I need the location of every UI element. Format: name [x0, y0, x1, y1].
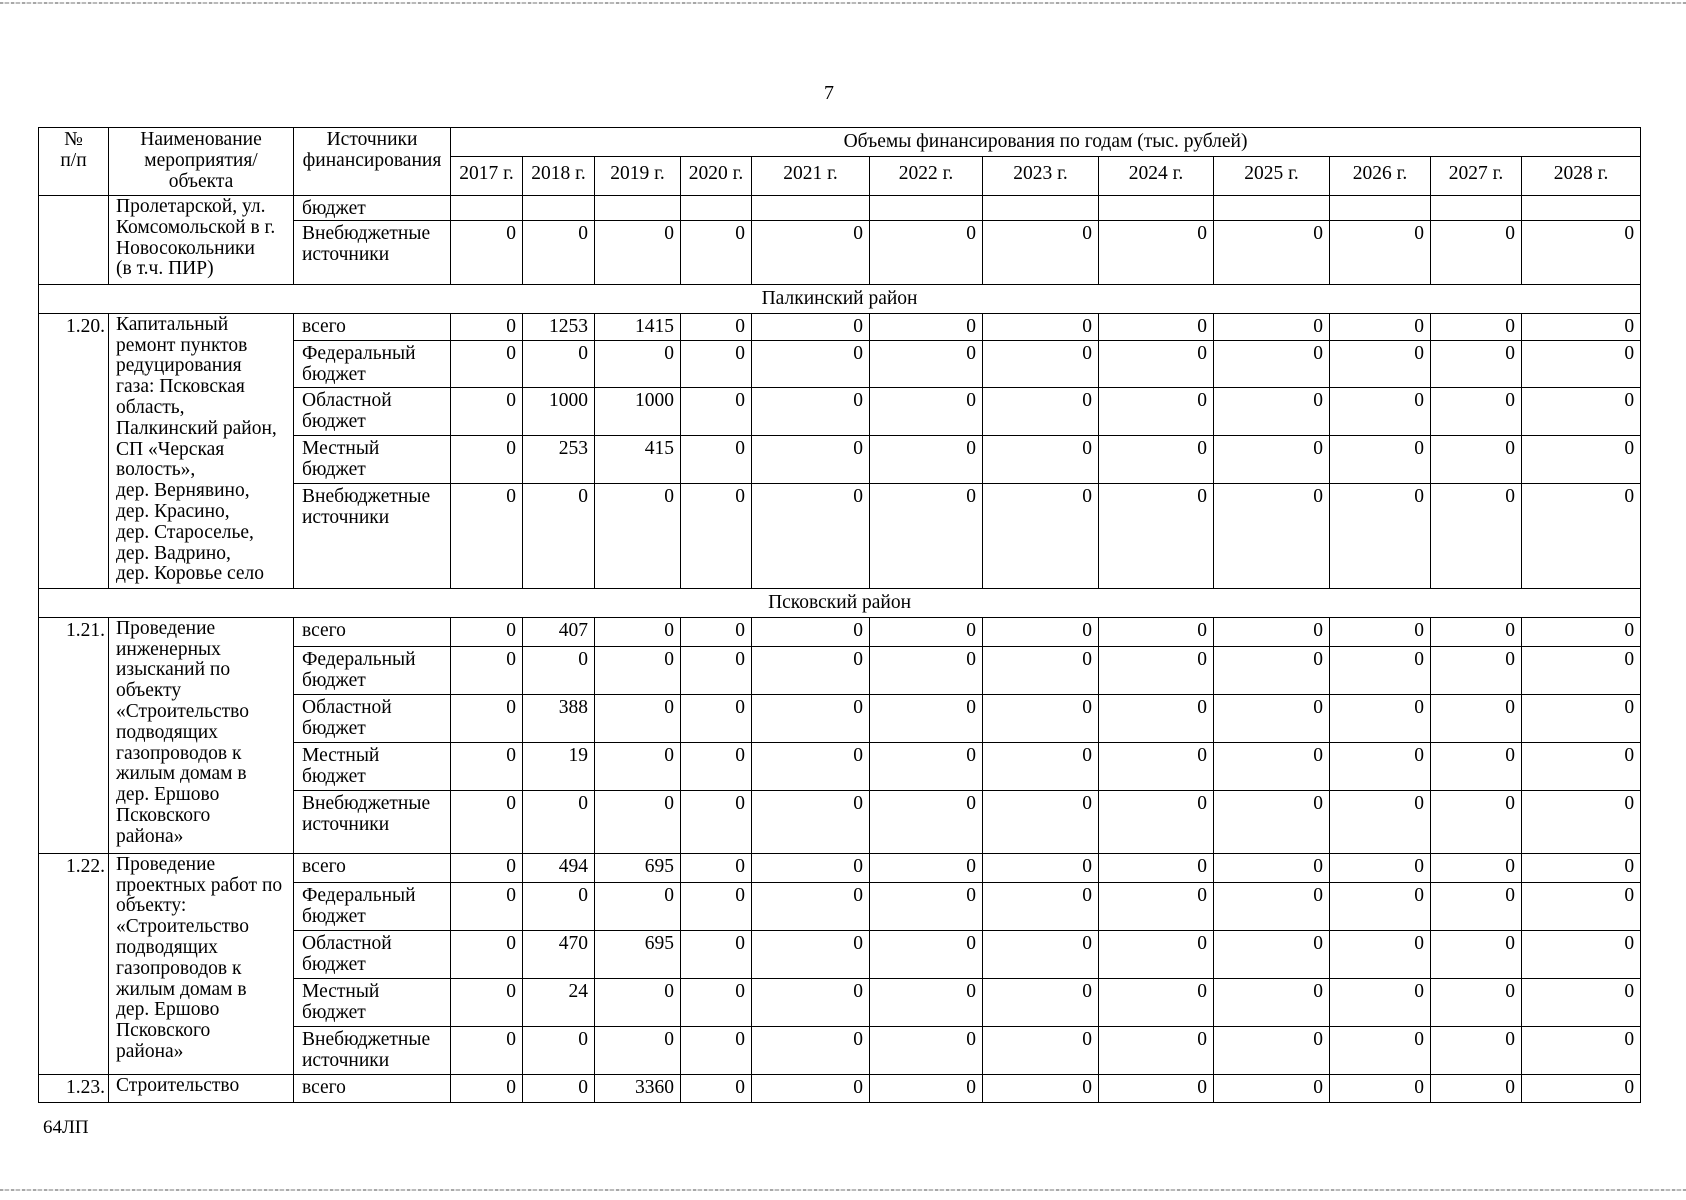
amount-cell: 0: [983, 313, 1099, 340]
amount-cell: 0: [1522, 220, 1641, 284]
amount-cell: 0: [983, 1074, 1099, 1102]
amount-cell: 0: [870, 617, 983, 646]
amount-cell: 0: [595, 790, 681, 853]
amount-cell: 0: [523, 1074, 595, 1102]
amount-cell: 0: [752, 1074, 870, 1102]
amount-cell: 0: [595, 742, 681, 790]
amount-cell: 0: [1330, 313, 1431, 340]
header-volumes: Объемы финансирования по годам (тыс. рублей): [451, 128, 1641, 157]
amount-cell: 0: [1431, 340, 1522, 387]
section-title: Палкинский район: [39, 284, 1641, 313]
amount-cell: 0: [1214, 978, 1330, 1026]
amount-cell: 0: [983, 340, 1099, 387]
amount-cell: 0: [595, 220, 681, 284]
amount-cell: 0: [983, 220, 1099, 284]
amount-cell: 0: [1099, 853, 1214, 882]
amount-cell: 0: [681, 220, 752, 284]
amount-cell: 0: [681, 694, 752, 742]
amount-cell: 0: [1214, 1026, 1330, 1074]
amount-cell: 0: [1431, 617, 1522, 646]
amount-cell: 0: [595, 694, 681, 742]
amount-cell: 0: [1431, 882, 1522, 930]
amount-cell: 0: [1330, 220, 1431, 284]
funding-source: бюджет: [294, 196, 451, 221]
funding-source: Областной бюджет: [294, 387, 451, 435]
amount-cell: 0: [451, 882, 523, 930]
amount-cell: 0: [752, 340, 870, 387]
amount-cell: 0: [1099, 882, 1214, 930]
amount-cell: 0: [870, 220, 983, 284]
amount-cell: 0: [1431, 483, 1522, 588]
amount-cell: 0: [595, 483, 681, 588]
amount-cell: 0: [681, 1074, 752, 1102]
amount-cell: 407: [523, 617, 595, 646]
amount-cell: 0: [1431, 1026, 1522, 1074]
amount-cell: 415: [595, 435, 681, 483]
amount-cell: 0: [681, 387, 752, 435]
header-year: 2018 г.: [523, 157, 595, 196]
amount-cell: 695: [595, 930, 681, 978]
amount-cell: 0: [1330, 387, 1431, 435]
amount-cell: 0: [1214, 646, 1330, 694]
amount-cell: 0: [1522, 694, 1641, 742]
amount-cell: 0: [1330, 853, 1431, 882]
amount-cell: 0: [983, 483, 1099, 588]
header-year: 2019 г.: [595, 157, 681, 196]
footer-code: 64ЛП: [43, 1117, 89, 1138]
amount-cell: 0: [1522, 742, 1641, 790]
funding-source: Местный бюджет: [294, 978, 451, 1026]
amount-cell: 0: [752, 313, 870, 340]
amount-cell: 0: [1522, 1074, 1641, 1102]
funding-source: Федеральный бюджет: [294, 882, 451, 930]
amount-cell: 0: [595, 646, 681, 694]
amount-cell: 0: [681, 742, 752, 790]
amount-cell: 0: [1214, 387, 1330, 435]
funding-source: всего: [294, 853, 451, 882]
amount-cell: [1099, 196, 1214, 221]
amount-cell: 0: [1214, 853, 1330, 882]
funding-source: Внебюджетные источники: [294, 1026, 451, 1074]
amount-cell: 0: [870, 483, 983, 588]
amount-cell: 0: [870, 790, 983, 853]
amount-cell: [681, 196, 752, 221]
amount-cell: 0: [1099, 742, 1214, 790]
amount-cell: 0: [1099, 483, 1214, 588]
table-body: [39, 196, 1641, 1103]
amount-cell: 0: [1214, 435, 1330, 483]
amount-cell: 0: [983, 882, 1099, 930]
amount-cell: 0: [681, 1026, 752, 1074]
amount-cell: 0: [1214, 1074, 1330, 1102]
amount-cell: 0: [1214, 340, 1330, 387]
amount-cell: 0: [983, 742, 1099, 790]
amount-cell: 0: [752, 742, 870, 790]
item-name: Проведение инженерных изысканий по объекту «Строительство подводящих газопроводов к жилым домам в дер. Ершово Псковского района»: [109, 617, 294, 853]
amount-cell: 0: [1330, 882, 1431, 930]
amount-cell: 0: [1330, 340, 1431, 387]
amount-cell: 0: [1214, 930, 1330, 978]
amount-cell: 1000: [523, 387, 595, 435]
amount-cell: 0: [681, 435, 752, 483]
amount-cell: 0: [1431, 790, 1522, 853]
amount-cell: 0: [523, 220, 595, 284]
amount-cell: 0: [1522, 853, 1641, 882]
item-name: Капитальный ремонт пунктов редуцирования газа: Псковская область, Палкинский район, СП «Черская волость», дер. Вернявино, дер. Красино, дер. Староселье, дер. Вадрино, дер. Коровье село: [109, 313, 294, 588]
item-number: 1.22.: [39, 853, 109, 1074]
item-name: Строительство: [109, 1074, 294, 1102]
financing-table: [38, 127, 1641, 1103]
amount-cell: 0: [752, 646, 870, 694]
amount-cell: 0: [451, 483, 523, 588]
amount-cell: 0: [1431, 220, 1522, 284]
amount-cell: 0: [1099, 617, 1214, 646]
amount-cell: 0: [1099, 978, 1214, 1026]
amount-cell: 0: [523, 340, 595, 387]
funding-source: Внебюджетные источники: [294, 790, 451, 853]
amount-cell: 0: [1431, 930, 1522, 978]
amount-cell: 3360: [595, 1074, 681, 1102]
amount-cell: 0: [752, 483, 870, 588]
amount-cell: 0: [1522, 617, 1641, 646]
amount-cell: 0: [983, 853, 1099, 882]
amount-cell: 0: [1522, 1026, 1641, 1074]
amount-cell: 0: [451, 853, 523, 882]
amount-cell: 0: [1099, 1026, 1214, 1074]
amount-cell: [1330, 196, 1431, 221]
amount-cell: 0: [983, 617, 1099, 646]
amount-cell: 0: [752, 435, 870, 483]
table-row: [39, 617, 1641, 646]
amount-cell: 0: [681, 646, 752, 694]
header-row: [39, 128, 1641, 157]
amount-cell: 0: [983, 790, 1099, 853]
amount-cell: 0: [595, 340, 681, 387]
amount-cell: 0: [451, 387, 523, 435]
amount-cell: 0: [870, 646, 983, 694]
amount-cell: 0: [595, 617, 681, 646]
amount-cell: 0: [1214, 694, 1330, 742]
table-row: [39, 196, 1641, 221]
amount-cell: 0: [983, 930, 1099, 978]
amount-cell: 0: [752, 617, 870, 646]
table-row: [39, 313, 1641, 340]
amount-cell: 0: [1214, 483, 1330, 588]
amount-cell: 0: [1431, 387, 1522, 435]
amount-cell: 0: [1522, 313, 1641, 340]
amount-cell: 0: [1431, 313, 1522, 340]
amount-cell: 0: [451, 790, 523, 853]
amount-cell: 0: [451, 1026, 523, 1074]
amount-cell: [752, 196, 870, 221]
amount-cell: 0: [983, 646, 1099, 694]
amount-cell: 0: [681, 882, 752, 930]
amount-cell: 0: [595, 978, 681, 1026]
amount-cell: 0: [1330, 646, 1431, 694]
amount-cell: 0: [681, 313, 752, 340]
amount-cell: 0: [870, 340, 983, 387]
amount-cell: 0: [1330, 1026, 1431, 1074]
amount-cell: [983, 196, 1099, 221]
header-source: Источники финансирования: [294, 128, 451, 196]
header-name: Наименование мероприятия/ объекта: [109, 128, 294, 196]
page-number: 7: [824, 82, 834, 104]
amount-cell: [1214, 196, 1330, 221]
amount-cell: [870, 196, 983, 221]
amount-cell: 0: [523, 882, 595, 930]
amount-cell: 0: [1330, 790, 1431, 853]
scan-edge-bottom: [0, 1189, 1686, 1191]
section-row: [39, 588, 1641, 617]
amount-cell: 0: [681, 978, 752, 1026]
amount-cell: 0: [451, 978, 523, 1026]
amount-cell: 19: [523, 742, 595, 790]
amount-cell: 0: [1431, 435, 1522, 483]
table-row: [39, 853, 1641, 882]
amount-cell: 0: [752, 220, 870, 284]
item-name: Пролетарской, ул. Комсомольской в г. Новосокольники (в т.ч. ПИР): [109, 196, 294, 285]
amount-cell: 0: [1330, 930, 1431, 978]
funding-source: Областной бюджет: [294, 930, 451, 978]
amount-cell: 0: [870, 853, 983, 882]
amount-cell: 0: [1099, 220, 1214, 284]
section-row: [39, 284, 1641, 313]
amount-cell: 0: [1214, 617, 1330, 646]
amount-cell: 0: [451, 435, 523, 483]
amount-cell: 0: [1330, 1074, 1431, 1102]
amount-cell: 0: [681, 483, 752, 588]
amount-cell: 0: [752, 882, 870, 930]
header-year: 2024 г.: [1099, 157, 1214, 196]
funding-source: Местный бюджет: [294, 435, 451, 483]
header-number: № п/п: [39, 128, 109, 196]
table-row: [39, 1074, 1641, 1102]
amount-cell: 0: [752, 387, 870, 435]
amount-cell: 0: [1330, 742, 1431, 790]
amount-cell: 0: [1099, 387, 1214, 435]
amount-cell: 0: [1214, 220, 1330, 284]
funding-source: Местный бюджет: [294, 742, 451, 790]
header-year: 2017 г.: [451, 157, 523, 196]
amount-cell: 0: [1330, 694, 1431, 742]
amount-cell: [523, 196, 595, 221]
amount-cell: 0: [523, 646, 595, 694]
amount-cell: 0: [1099, 930, 1214, 978]
amount-cell: 0: [1522, 882, 1641, 930]
amount-cell: 0: [451, 930, 523, 978]
amount-cell: 0: [451, 742, 523, 790]
amount-cell: 0: [1330, 483, 1431, 588]
amount-cell: 0: [451, 1074, 523, 1102]
amount-cell: [451, 196, 523, 221]
item-number: 1.21.: [39, 617, 109, 853]
amount-cell: 0: [1214, 790, 1330, 853]
amount-cell: 0: [1522, 435, 1641, 483]
funding-source: Федеральный бюджет: [294, 340, 451, 387]
amount-cell: 0: [752, 790, 870, 853]
amount-cell: 0: [870, 387, 983, 435]
amount-cell: [595, 196, 681, 221]
amount-cell: 24: [523, 978, 595, 1026]
amount-cell: 0: [1214, 313, 1330, 340]
amount-cell: 388: [523, 694, 595, 742]
amount-cell: [1431, 196, 1522, 221]
amount-cell: 0: [1431, 1074, 1522, 1102]
amount-cell: 0: [1522, 387, 1641, 435]
header-year: 2023 г.: [983, 157, 1099, 196]
amount-cell: 1000: [595, 387, 681, 435]
amount-cell: 0: [983, 978, 1099, 1026]
header-year: 2027 г.: [1431, 157, 1522, 196]
amount-cell: 0: [983, 387, 1099, 435]
amount-cell: 0: [1522, 930, 1641, 978]
amount-cell: 0: [451, 340, 523, 387]
funding-source: Внебюджетные источники: [294, 483, 451, 588]
amount-cell: 0: [1431, 742, 1522, 790]
header-year: 2021 г.: [752, 157, 870, 196]
amount-cell: 0: [1330, 435, 1431, 483]
amount-cell: 0: [1522, 483, 1641, 588]
amount-cell: 0: [523, 483, 595, 588]
amount-cell: 0: [1522, 790, 1641, 853]
amount-cell: 0: [870, 742, 983, 790]
amount-cell: 0: [1099, 1074, 1214, 1102]
amount-cell: 0: [1099, 790, 1214, 853]
amount-cell: 0: [752, 853, 870, 882]
amount-cell: 0: [1330, 617, 1431, 646]
funding-source: Федеральный бюджет: [294, 646, 451, 694]
amount-cell: 0: [870, 313, 983, 340]
item-number: 1.20.: [39, 313, 109, 588]
amount-cell: 0: [451, 220, 523, 284]
header-year: 2026 г.: [1330, 157, 1431, 196]
amount-cell: 0: [451, 617, 523, 646]
amount-cell: 0: [752, 978, 870, 1026]
amount-cell: 0: [752, 694, 870, 742]
header-year: 2022 г.: [870, 157, 983, 196]
amount-cell: 0: [983, 435, 1099, 483]
amount-cell: 0: [752, 1026, 870, 1074]
item-number: [39, 196, 109, 285]
amount-cell: 0: [1431, 978, 1522, 1026]
amount-cell: 0: [870, 882, 983, 930]
amount-cell: 0: [870, 694, 983, 742]
amount-cell: 0: [1099, 646, 1214, 694]
amount-cell: 0: [1214, 742, 1330, 790]
item-name: Проведение проектных работ по объекту: «Строительство подводящих газопроводов к жилым домам в дер. Ершово Псковского района»: [109, 853, 294, 1074]
amount-cell: 253: [523, 435, 595, 483]
amount-cell: 0: [681, 930, 752, 978]
amount-cell: 695: [595, 853, 681, 882]
amount-cell: [1522, 196, 1641, 221]
header-year: 2028 г.: [1522, 157, 1641, 196]
amount-cell: 0: [1099, 340, 1214, 387]
amount-cell: 0: [595, 1026, 681, 1074]
amount-cell: 0: [870, 978, 983, 1026]
amount-cell: 0: [681, 340, 752, 387]
amount-cell: 0: [1214, 882, 1330, 930]
funding-source: Внебюджетные источники: [294, 220, 451, 284]
header-year: 2025 г.: [1214, 157, 1330, 196]
amount-cell: 0: [1431, 853, 1522, 882]
amount-cell: 1415: [595, 313, 681, 340]
amount-cell: 0: [451, 694, 523, 742]
funding-source: всего: [294, 1074, 451, 1102]
amount-cell: 0: [451, 313, 523, 340]
amount-cell: 0: [1522, 340, 1641, 387]
amount-cell: 1253: [523, 313, 595, 340]
amount-cell: 0: [1099, 435, 1214, 483]
amount-cell: 0: [681, 617, 752, 646]
funding-source: всего: [294, 617, 451, 646]
funding-source: всего: [294, 313, 451, 340]
amount-cell: 0: [1522, 978, 1641, 1026]
amount-cell: 0: [451, 646, 523, 694]
amount-cell: 0: [681, 853, 752, 882]
amount-cell: 0: [681, 790, 752, 853]
amount-cell: 0: [752, 930, 870, 978]
amount-cell: 0: [1431, 694, 1522, 742]
amount-cell: 0: [1099, 313, 1214, 340]
funding-source: Областной бюджет: [294, 694, 451, 742]
amount-cell: 0: [1330, 978, 1431, 1026]
amount-cell: 494: [523, 853, 595, 882]
amount-cell: 0: [523, 790, 595, 853]
amount-cell: 0: [870, 435, 983, 483]
scan-edge-top: [0, 2, 1686, 4]
amount-cell: 0: [870, 1074, 983, 1102]
amount-cell: 0: [983, 694, 1099, 742]
item-number: 1.23.: [39, 1074, 109, 1102]
amount-cell: 0: [595, 882, 681, 930]
amount-cell: 0: [870, 1026, 983, 1074]
amount-cell: 0: [983, 1026, 1099, 1074]
amount-cell: 0: [1431, 646, 1522, 694]
amount-cell: 0: [1522, 646, 1641, 694]
header-year: 2020 г.: [681, 157, 752, 196]
amount-cell: 0: [523, 1026, 595, 1074]
amount-cell: 470: [523, 930, 595, 978]
amount-cell: 0: [870, 930, 983, 978]
section-title: Псковский район: [39, 588, 1641, 617]
amount-cell: 0: [1099, 694, 1214, 742]
